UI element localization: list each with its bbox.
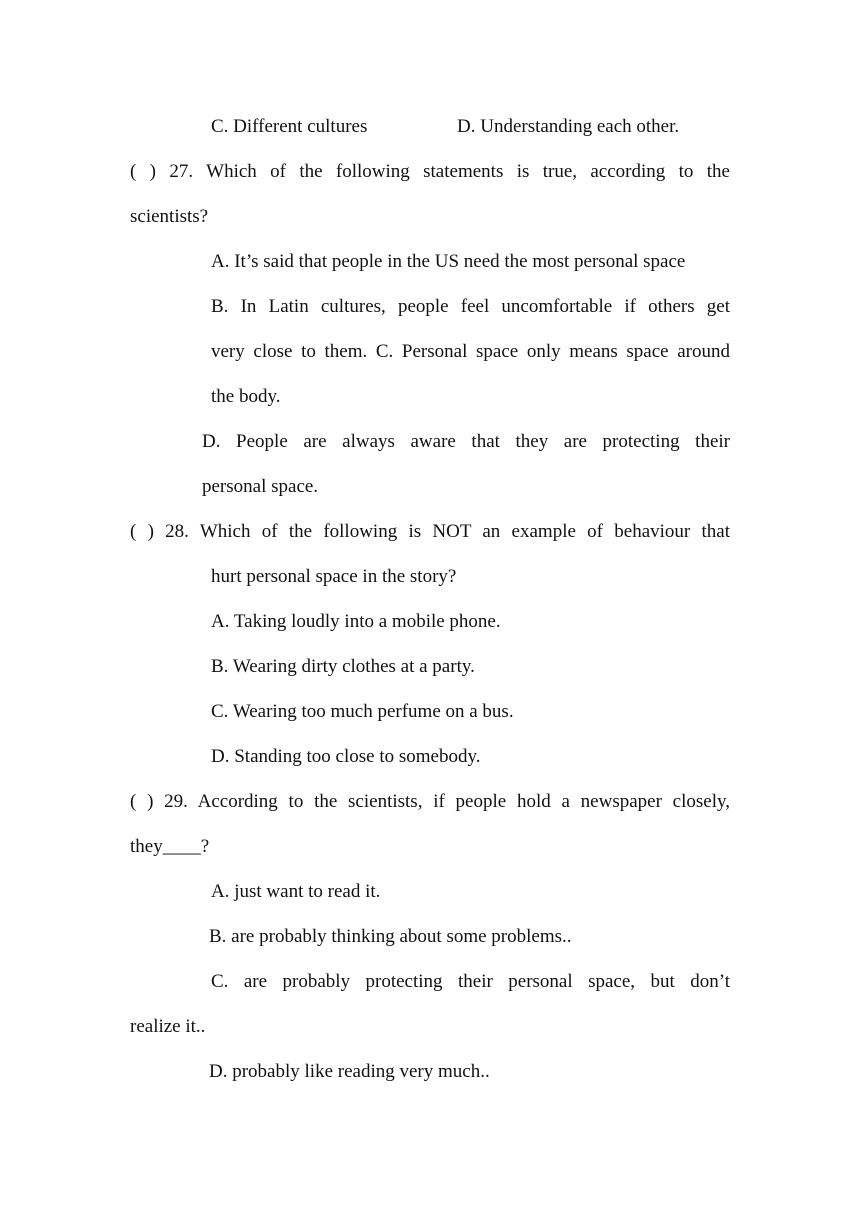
q29-stem-line2: they____? [130,836,210,857]
q28-option-b: B. Wearing dirty clothes at a party. [211,656,475,677]
q29-option-a: A. just want to read it. [211,881,381,902]
q26-option-d: D. Understanding each other. [457,116,680,137]
q27-option-a: A. It’s said that people in the US need the most personal space [211,251,686,272]
q29-option-c-line2: realize it.. [130,1016,206,1037]
q28-option-c: C. Wearing too much perfume on a bus. [211,701,514,722]
q28-stem-line2: hurt personal space in the story? [211,566,457,587]
q29-stem-line1: ( ) 29. According to the scientists, if people hold a newspaper closely, [130,791,730,812]
q28-option-d: D. Standing too close to somebody. [211,746,481,767]
q27-option-d-line1: D. People are always aware that they are protecting their [202,431,730,452]
q28-stem-line1: ( ) 28. Which of the following is NOT an example of behaviour that [130,521,730,542]
q27-option-c-line3: the body. [211,386,281,407]
q26-option-c: C. Different cultures [211,116,368,137]
q27-stem-line2: scientists? [130,206,209,227]
q29-option-d: D. probably like reading very much.. [209,1061,490,1082]
q29-option-b: B. are probably thinking about some problems.. [209,926,572,947]
q27-stem-line1: ( ) 27. Which of the following statements is true, according to the [130,161,730,182]
q29-option-c-line1: C. are probably protecting their personal space, but don’t [211,971,730,992]
q27-option-b-line1: B. In Latin cultures, people feel uncomfortable if others get [211,296,730,317]
q27-option-d-line2: personal space. [202,476,319,497]
q27-option-b-line2: very close to them. C. Personal space only means space around [211,341,730,362]
q28-option-a: A. Taking loudly into a mobile phone. [211,611,501,632]
